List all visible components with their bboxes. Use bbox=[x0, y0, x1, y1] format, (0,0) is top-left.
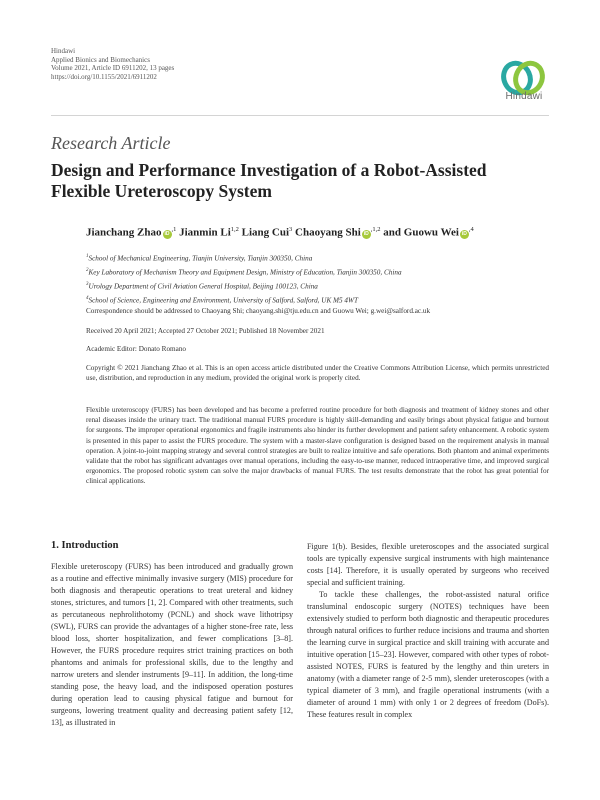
author-name: Chaoyang Shi bbox=[295, 226, 361, 239]
author-name: Jianmin Li bbox=[179, 226, 231, 239]
author-affiliation-marker: 1,2 bbox=[230, 226, 239, 233]
affiliation-line: $^1$School of Mechanical Engineering, Tianjin University, Tianjin 300350, China bbox=[86, 254, 313, 263]
header-divider bbox=[51, 115, 549, 116]
author-affiliation-marker: 3 bbox=[289, 226, 293, 233]
affiliation-line: $^3$Urology Department of Civil Aviation General Hospital, Beijing 100123, China bbox=[86, 281, 318, 291]
publisher-name: Hindawi bbox=[51, 47, 76, 55]
paragraph: Flexible ureteroscopy (FURS) has been introduced and gradually grown as a routine and effective minimally invasive surgery (MIS) procedure for both diagnosis and therapeutic operations to treat ureteral and kidney stones, strictures, and tumors [1, 2]. Compared with other treatments, such as percutaneous nephrolithotomy (PCNL) and shock wave lithotripsy (SWL), FURS can provide the advantages of a higher stone-free rate, less blood loss, shorter hospitalization, and fewer complications [3–8]. However, the FURS procedure requires strict training practices on both phantoms and animals for professional skills, due to the lengthy and narrow ureters and slender instruments [9–11]. In addition, the long-time standing pose, the heavy load, and the indisposed operation postures during operation lead to causing physical fatigue and burnout for surgeons, lowering treatment quality and decreasing patient safety [12, 13], as illustrated in bbox=[51, 562, 293, 727]
author-affiliation-marker: ,1 bbox=[171, 226, 177, 233]
volume-line: Volume 2021, Article ID 6911202, 13 pages bbox=[51, 64, 175, 73]
orcid-icon[interactable]: iD bbox=[461, 230, 467, 237]
correspondence: Correspondence should be addressed to Chaoyang Shi; chaoyang.shi@tju.edu.cn and Guowu Wei; g.wei@salford.ac.uk bbox=[86, 307, 431, 315]
author-name: Jianchang Zhao bbox=[86, 226, 162, 239]
author-affiliation-marker: ,4 bbox=[468, 226, 474, 233]
logo-wordmark: Hindawi bbox=[505, 91, 543, 102]
author-name: Guowu Wei bbox=[403, 226, 459, 239]
copyright-notice: Copyright © 2021 Jianchang Zhao et al. This is an open access article distributed under the Creative Commons Attribution License, which permits unrestricted use, distribution, and reproduction in any medium, provided the original work is properly cited. bbox=[86, 364, 549, 383]
abstract: Flexible ureteroscopy (FURS) has been developed and has become a preferred routine procedure for both diagnosis and treatment of kidney stones and other renal diseases inside the urinary tract. The traditional manual FURS procedure is highly skill-demanding and easily brings about physical fatigue and burnout for surgeons. The improper operational ergonomics and fragile instruments also hinder its further development and patient safety enhancement. A robotic system is presented in this paper to assist the FURS procedure. The system with a master-slave configuration is designed based on the requirement analysis in manual operation. A joint-to-joint mapping strategy and several control strategies are built to realize intuitive and safe operations. Both phantom and animal experiments validate that the robot has significant advantages over manual operations, including the easy-to-use manner, reduced intraoperative time, and improved surgical ergonomics. The proposed robotic system can solve the major drawbacks of manual FURS. The test results demonstrate that the robot has great potential for clinical applications. bbox=[86, 406, 549, 486]
doi-link[interactable]: https://doi.org/10.1155/2021/6911202 bbox=[51, 72, 157, 81]
journal-name: Applied Bionics and Biomechanics bbox=[51, 55, 150, 64]
academic-editor: Academic Editor: Donato Romano bbox=[86, 345, 187, 353]
author-affiliation-marker: ,1,2 bbox=[370, 226, 381, 233]
section-heading-introduction: 1. Introduction bbox=[51, 540, 119, 551]
orcid-icon[interactable]: iD bbox=[164, 230, 170, 237]
paragraph: Figure 1(b). Besides, flexible ureteroscopes and the associated surgical tools are typically expensive surgical instruments with high maintenance costs [14]. Therefore, it is usually operated by surgeons who received special and sufficient training. bbox=[307, 542, 549, 587]
article-type: Research Article bbox=[51, 133, 171, 153]
body-column-right bbox=[307, 541, 549, 721]
paragraph: To tackle these challenges, the robot-assisted natural orifice transluminal endoscopic surgery (NOTES) techniques have been extensively studied to perform both diagnostic and therapeutic procedures through natural orifices to further reduce incisions and trauma and shorten the learning curve in surgical practice and skill training with accurate and intuitive operation [15–23]. However, compared with other types of robot-assisted NOTES, FURS is featured by the lengthy and thin ureters in anatomy (with a diameter range of 2-5 mm), slender ureteroscopes (with a typical diameter of 3 mm), and fragile operational instruments (with a diameter of around 1 mm) with only 1 or 2 degrees of freedom (DoFs). These features result in complex bbox=[307, 590, 549, 719]
paper-title: Design and Performance Investigation of a Robot-Assisted Flexible Ureteroscopy System bbox=[51, 160, 487, 201]
affiliations bbox=[86, 251, 402, 307]
publication-dates: Received 20 April 2021; Accepted 27 October 2021; Published 18 November 2021 bbox=[86, 327, 325, 335]
affiliation-line: $^2$Key Laboratory of Mechanism Theory and Equipment Design, Ministry of Education, Tianjin 300350, China bbox=[86, 267, 402, 277]
journal-meta bbox=[51, 47, 174, 81]
author-list: Jianchang Zhao $iD^{,1}$ Jianmin Li$^{1,2}$ Liang Cui$^3$ Chaoyang Shi $iD^{,1,2}$ and Guowu Wei $iD^{,4}$ bbox=[86, 226, 474, 239]
author-name: Liang Cui bbox=[241, 226, 290, 239]
body-column-left bbox=[51, 561, 293, 729]
affiliation-line: $^4$School of Science, Engineering and Environment, University of Salford, Salford, UK M5 4WT bbox=[86, 295, 358, 305]
orcid-icon[interactable]: iD bbox=[363, 230, 369, 237]
